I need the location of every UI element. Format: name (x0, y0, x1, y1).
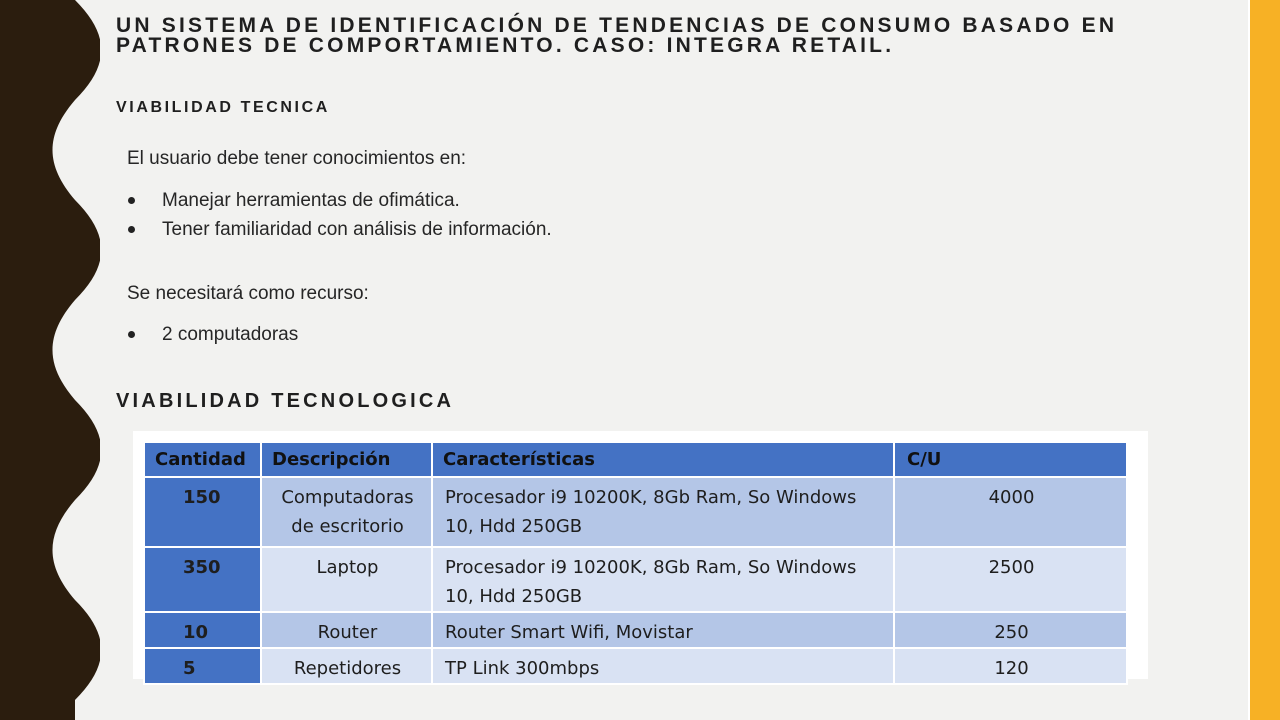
decorative-wavy-band (0, 0, 100, 720)
list-item (127, 320, 298, 349)
column-header: Descripción (261, 442, 432, 477)
equipment-table-container (133, 431, 1148, 679)
description-cell: Router (261, 612, 432, 648)
unit-price-cell: 4000 (894, 477, 1127, 547)
quantity-cell: 5 (144, 648, 261, 684)
section-heading-technological: VIABILIDAD TECNOLOGICA (116, 390, 455, 412)
unit-price-cell: 120 (894, 648, 1127, 684)
skills-list (127, 186, 552, 244)
table-header-row (144, 442, 1127, 477)
bullet-icon (128, 197, 135, 204)
technical-intro: El usuario debe tener conocimientos en: (127, 148, 467, 169)
skill-text: Manejar herramientas de ofimática. (162, 190, 460, 211)
description-cell: Laptop (261, 547, 432, 612)
features-cell: Procesador i9 10200K, 8Gb Ram, So Windows 10, Hdd 250GB (432, 547, 894, 612)
unit-price-cell: 2500 (894, 547, 1127, 612)
decorative-right-band (1250, 0, 1280, 720)
column-header: Cantidad (144, 442, 261, 477)
list-item (127, 215, 552, 244)
resource-text: 2 computadoras (162, 324, 299, 345)
page-title: UN SISTEMA DE IDENTIFICACIÓN DE TENDENCIAS DE CONSUMO BASADO EN PATRONES DE COMPORTAMIENTO. CASO: INTEGRA RETAIL. (116, 14, 1118, 57)
features-cell: TP Link 300mbps (432, 648, 894, 684)
unit-price-cell: 250 (894, 612, 1127, 648)
table-row (144, 648, 1127, 684)
quantity-cell: 350 (144, 547, 261, 612)
description-cell: Computadoras de escritorio (261, 477, 432, 547)
resources-list (127, 320, 298, 349)
table-row (144, 547, 1127, 612)
resources-intro: Se necesitará como recurso: (127, 283, 369, 304)
skill-text: Tener familiaridad con análisis de información. (162, 219, 552, 240)
features-cell: Router Smart Wifi, Movistar (432, 612, 894, 648)
bullet-icon (128, 226, 135, 233)
section-heading-technical: VIABILIDAD TECNICA (116, 99, 330, 116)
list-item (127, 186, 552, 215)
bullet-icon (128, 331, 135, 338)
column-header: Características (432, 442, 894, 477)
table-row (144, 477, 1127, 547)
quantity-cell: 150 (144, 477, 261, 547)
equipment-table (143, 441, 1128, 685)
description-cell: Repetidores (261, 648, 432, 684)
column-header: C/U (894, 442, 1127, 477)
table-row (144, 612, 1127, 648)
quantity-cell: 10 (144, 612, 261, 648)
features-cell: Procesador i9 10200K, 8Gb Ram, So Windows 10, Hdd 250GB (432, 477, 894, 547)
